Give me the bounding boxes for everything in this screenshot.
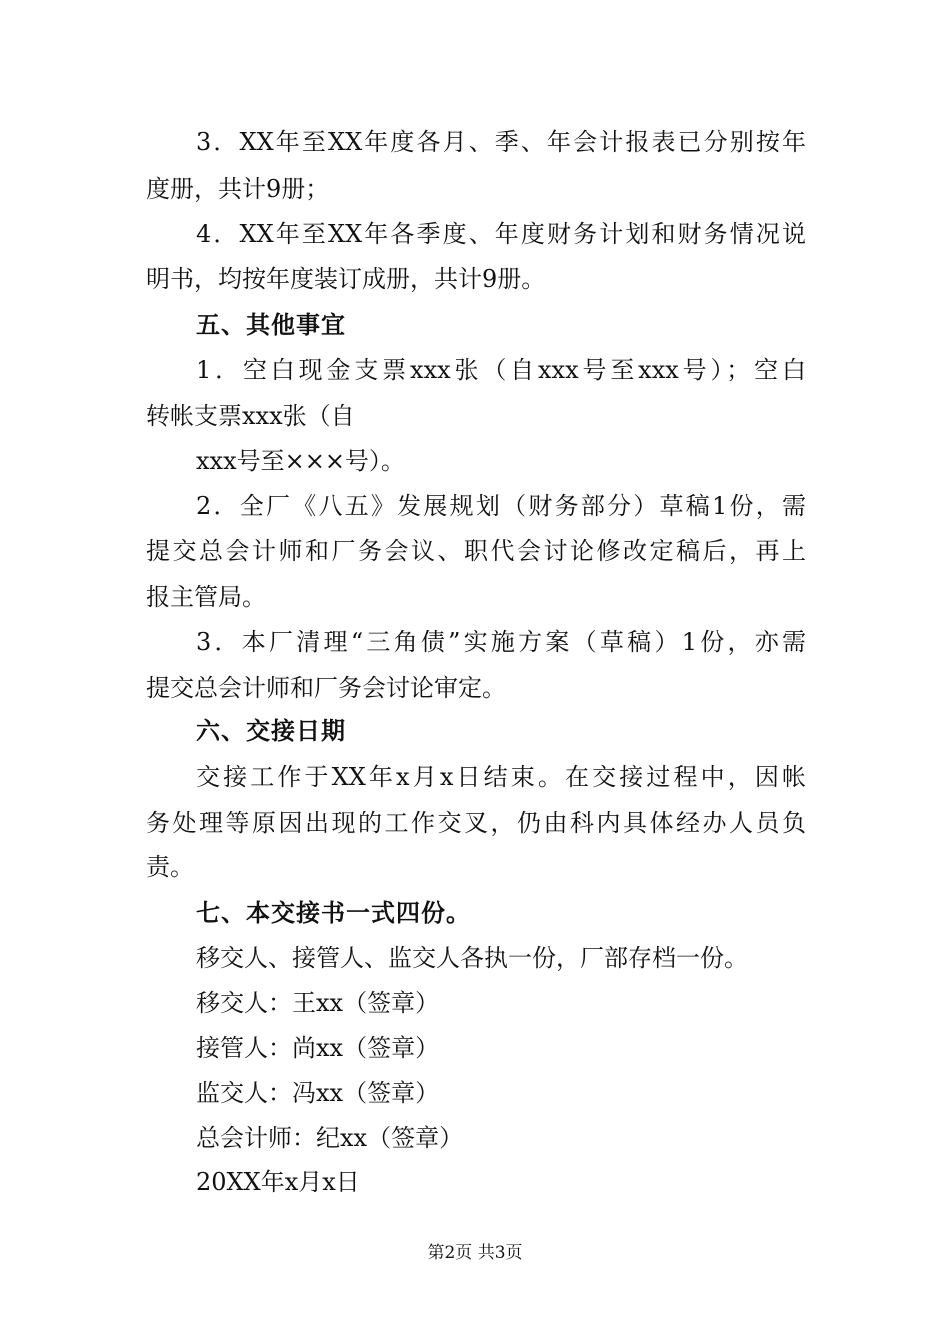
paragraph-line: 交接工作于XX年x月x日结束。在交接过程中，因帐: [196, 763, 806, 791]
paragraph-line: xxx号至×××号）。: [196, 447, 405, 475]
paragraph-line: 提交总会计师和厂务会讨论审定。: [146, 674, 506, 702]
paragraph-line: 报主管局。: [146, 583, 266, 611]
paragraph-line: 度册，共计9册；: [146, 175, 330, 203]
paragraph-line: 提交总会计师和厂务会议、职代会讨论修改定稿后，再上: [146, 537, 806, 565]
paragraph-line: 移交人、接管人、监交人各执一份，厂部存档一份。: [196, 944, 748, 972]
signature-line: 总会计师：纪xx（签章）: [196, 1124, 464, 1152]
paragraph-line: 2．全厂《八五》发展规划（财务部分）草稿1份，需: [196, 492, 806, 520]
paragraph-line: 1．空白现金支票xxx张（自xxx号至xxx号）；空白: [196, 356, 806, 384]
paragraph-line: 责。: [146, 853, 194, 881]
signature-line: 监交人：冯xx（签章）: [196, 1079, 440, 1107]
page-number-footer: 第2页 共3页: [427, 1243, 523, 1263]
paragraph-line: 3．本厂清理“三角债”实施方案（草稿）1份，亦需: [196, 628, 806, 656]
paragraph-line: 3．XX年至XX年度各月、季、年会计报表已分别按年: [196, 128, 806, 156]
signature-line: 移交人：王xx（签章）: [196, 989, 440, 1017]
date-line: 20XX年x月x日: [196, 1168, 360, 1196]
paragraph-line: 转帐支票xxx张（自: [146, 402, 355, 430]
section-heading: 七、本交接书一式四份。: [196, 899, 471, 927]
signature-line: 接管人：尚xx（签章）: [196, 1034, 440, 1062]
section-heading: 六、交接日期: [196, 717, 346, 745]
section-heading: 五、其他事宜: [196, 311, 346, 339]
paragraph-line: 4．XX年至XX年各季度、年度财务计划和财务情况说: [196, 220, 806, 248]
paragraph-line: 明书，均按年度装订成册，共计9册。: [146, 265, 546, 293]
paragraph-line: 务处理等原因出现的工作交叉，仍由科内具体经办人员负: [146, 809, 806, 837]
